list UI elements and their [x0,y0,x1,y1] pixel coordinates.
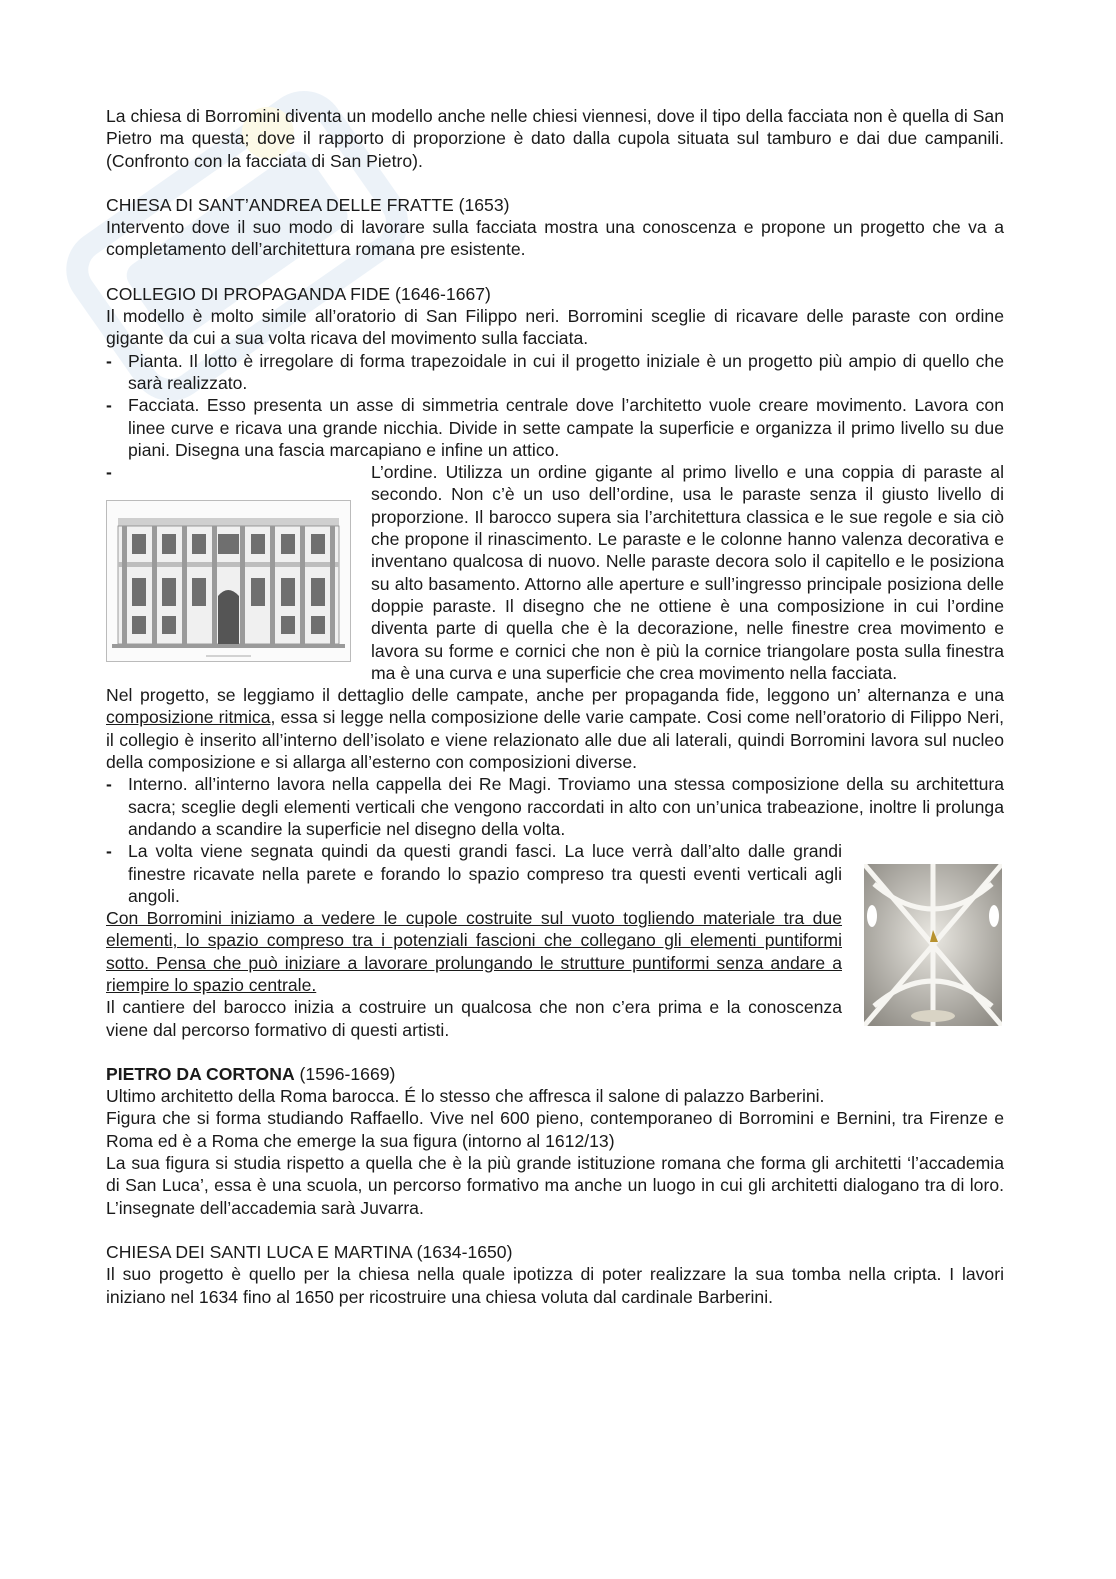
bullet-volta: - La volta viene segnata quindi da questi grandi fasci. La luce verrà dall’alto dalle grandi finestre ricavate nella parete e forando lo spazio compreso tra questi eventi verticali agli angoli. [106,840,1004,907]
progetto-text-b: , essa si legge nella composizione delle varie campate. Cosi come nell’oratorio di Filippo Neri, il collegio è inserito all’interno dell’isolato e viene relazionato alle due ali laterali, quindi Borromini lavora sul nucleo della composizione e si allarga all’esterno con composizioni diverse. [106,707,1004,773]
cortona-name: PIETRO DA CORTONA [106,1063,295,1084]
bullet-interno: - Interno. all’interno lavora nella cappella dei Re Magi. Troviamo una stessa composizione della su architettura sacra; sceglie degli elementi verticali che vengono raccordati in alto con un’unica trabeazione, inoltre li prolunga andando a scandire la superficie nel disegno della volta. [106,773,1004,840]
cortona-dates: (1596-1669) [294,1063,396,1084]
composizione-ritmica-text: composizione ritmica [106,707,271,728]
sant-andrea-text: Intervento dove il suo modo di lavorare sulla facciata mostra una conoscenza e propone un progetto che va a completamento dell’architettura romana pre esistente. [106,217,1004,260]
cantiere-paragraph: Il cantiere del barocco inizia a costruire un qualcosa che non c’era prima e la conoscenza viene dal percorso formativo di questi artisti. [106,997,842,1040]
document-page [106,105,1004,1308]
cortona-p3: La sua figura si studia rispetto a quella che è la più grande istituzione romana che forma gli architetti ‘l’accademia di San Luca’, essa è una scuola, un percorso formativo ma anche un luogo in cui gli architetti dialogano tra di loro. L’insegnate dell’accademia sarà Juvarra. [106,1153,1004,1218]
bullet-ordine: - L’ordine. Utilizza un ordine gigante al primo livello e una coppia di paraste al secondo. Non c’è un uso dell’ordine, usa le paraste senza il giusto livello di proporzione. Il barocco supera sia l’architettura classica e le sue regole e sia ciò che propone il rinascimento. Le paraste e le colonne hanno valenza decorativa e inventano qualcosa di nuovo. Nelle paraste decora solo il capitello e le posiziona su alto basamento. Attorno alle aperture e sull’ingresso principale posiziona delle doppie paraste. Il disegno che ne ottiene è una composizione in cui l’ordine diventa parte di quella che è la decorazione, nelle finestre crea movimento e lavora su forme e cornici che non è più la cornice triangolare posta sulla finestra ma è una curva e una superficie che crea movimento nella facciata. [106,461,1004,684]
collegio-text: Il modello è molto simile all’oratorio di San Filippo neri. Borromini sceglie di ricavare delle paraste con ordine gigante da cui a sua volta ricava del movimento sulla facciata. [106,306,1004,349]
bullet-pianta: - Pianta. Il lotto è irregolare di forma trapezoidale in cui il progetto iniziale è un progetto più ampio di quello che sarà realizzato. [106,350,1004,395]
bullet-facciata: - Facciata. Esso presenta un asse di simmetria centrale dove l’architetto vuole creare movimento. Lavora con linee curve e ricava una grande nicchia. Divide in sette campate la superficie e organizza il primo livello su due piani. Disegna una fascia marcapiano e infine un attico. [106,394,1004,461]
heading-sant-andrea: CHIESA DI SANT’ANDREA DELLE FRATTE (1653) [106,194,510,215]
progetto-paragraph [106,684,1004,773]
heading-collegio: COLLEGIO DI PROPAGANDA FIDE (1646-1667) [106,283,491,304]
intro-paragraph: La chiesa di Borromini diventa un modello anche nelle chiesi viennesi, dove il tipo della facciata non è quella di San Pietro ma questa; dove il rapporto di proporzione è dato dalla cupola situata sul tamburo e dai due campanili. (Confronto con la facciata di San Pietro). [106,106,1004,171]
cortona-p2: Figura che si forma studiando Raffaello. Vive nel 600 pieno, contemporaneo di Borromini e Bernini, tra Firenze e Roma ed è a Roma che emerge la sua figura (intorno al 1612/13) [106,1108,1004,1151]
heading-santi-luca: CHIESA DEI SANTI LUCA E MARTINA (1634-1650) [106,1241,513,1262]
heading-cortona [106,1063,1004,1085]
cupole-paragraph: Con Borromini iniziamo a vedere le cupole costruite sul vuoto togliendo materiale tra due elementi, lo spazio compreso tra i potenziali fascioni che collegano gli elementi puntiformi sotto. Pensa che può iniziare a lavorare prolungando le strutture puntiformi senza andare a riempire lo spazio centrale. [106,908,842,995]
cortona-p1: Ultimo architetto della Roma barocca. É lo stesso che affresca il salone di palazzo Barberini. [106,1086,825,1107]
progetto-text-a: Nel progetto, se leggiamo il dettaglio delle campate, anche per propaganda fide, leggono un’ alternanza e una [106,685,1004,706]
santi-luca-text: Il suo progetto è quello per la chiesa nella quale ipotizza di poter realizzare la sua tomba nella cripta. I lavori iniziano nel 1634 fino al 1650 per ricostruire una chiesa voluta dal cardinale Barberini. [106,1264,1004,1307]
